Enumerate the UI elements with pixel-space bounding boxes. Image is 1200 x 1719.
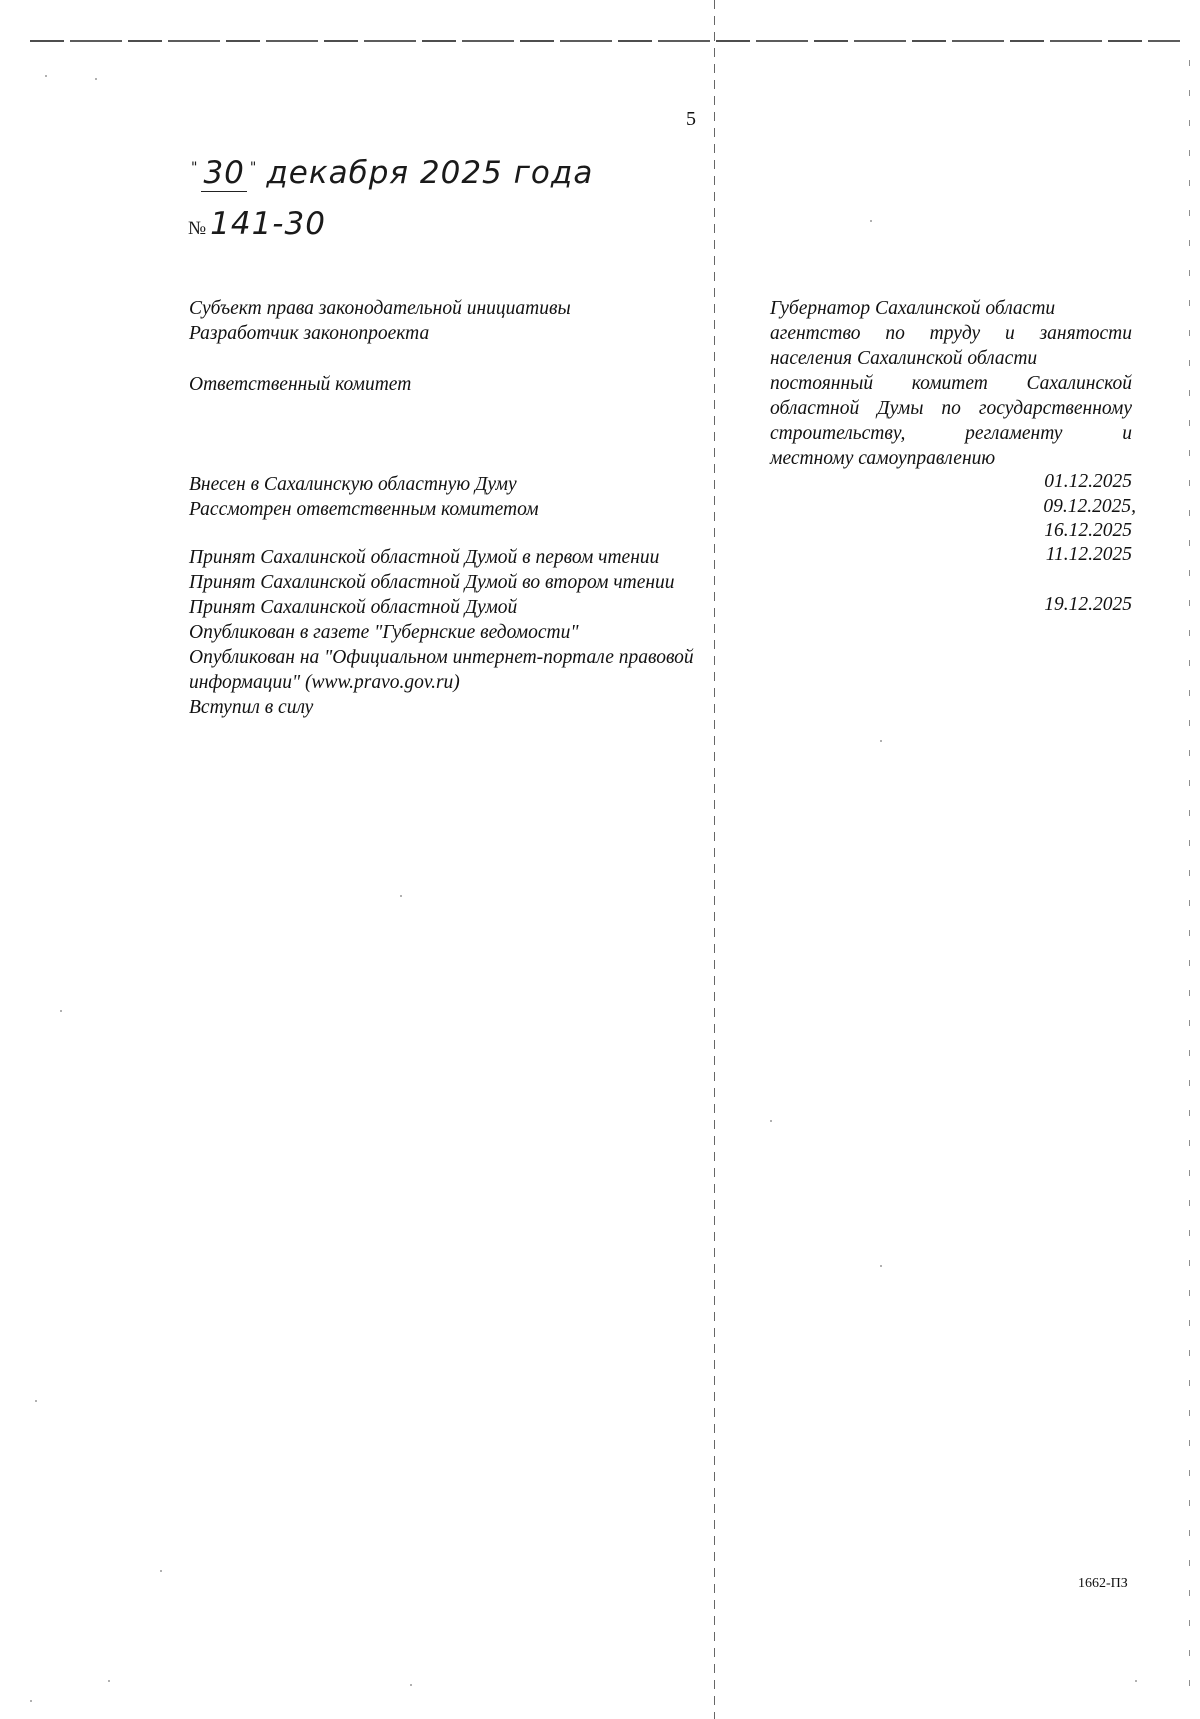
- handwritten-date: " 30 " декабря 2025 года: [191, 155, 594, 191]
- page-number: 5: [686, 108, 696, 130]
- timeline-label-published-portal-line-2: информации" (www.pravo.gov.ru): [189, 672, 460, 693]
- timeline-label-reviewed: Рассмотрен ответственным комитетом: [189, 499, 539, 520]
- subject-label: Субъект права законодательной инициативы: [189, 298, 571, 319]
- date-submitted: 01.12.2025: [1044, 471, 1132, 492]
- timeline-label-published-portal-line-1: Опубликован на "Официальном интернет-портале правовой: [189, 647, 694, 668]
- date-reviewed-1: 09.12.2025,: [1043, 496, 1136, 517]
- timeline-label-first-reading: Принят Сахалинской областной Думой в первом чтении: [189, 547, 660, 568]
- timeline-label-adopted: Принят Сахалинской областной Думой: [189, 597, 518, 618]
- committee-value-line-4: местному самоуправлению: [770, 448, 996, 469]
- timeline-label-second-reading: Принят Сахалинской областной Думой во втором чтении: [189, 572, 675, 593]
- committee-value-line-3: строительству, регламенту и: [770, 423, 1132, 444]
- timeline-label-in-force: Вступил в силу: [189, 697, 314, 718]
- date-reviewed-2: 16.12.2025: [1044, 520, 1132, 541]
- scan-top-edge: [30, 40, 1180, 42]
- handwritten-number: [188, 206, 326, 242]
- committee-label: Ответственный комитет: [189, 374, 412, 395]
- footer-code: 1662-ПЗ: [1078, 1576, 1128, 1591]
- subject-value: Губернатор Сахалинской области: [770, 298, 1056, 319]
- handwritten-day: 30: [203, 155, 245, 191]
- developer-value-line-1: агентство по труду и занятости: [770, 323, 1132, 344]
- committee-value-line-1: постоянный комитет Сахалинской: [770, 373, 1132, 394]
- fold-line: [714, 0, 715, 1719]
- date-first-reading: 11.12.2025: [1045, 544, 1132, 565]
- developer-label: Разработчик законопроекта: [189, 323, 430, 344]
- developer-value-line-2: населения Сахалинской области: [770, 348, 1038, 369]
- date-adopted: 19.12.2025: [1044, 594, 1132, 615]
- committee-value-line-2: областной Думы по государственному: [770, 398, 1132, 419]
- handwritten-month-year: декабря 2025 года: [266, 155, 594, 191]
- number-label: №: [188, 218, 207, 239]
- scan-right-edge: [1189, 60, 1190, 1699]
- timeline-label-submitted: Внесен в Сахалинскую областную Думу: [189, 474, 517, 495]
- timeline-label-published-newspaper: Опубликован в газете "Губернские ведомости": [189, 622, 579, 643]
- number-value: 141-30: [210, 206, 326, 242]
